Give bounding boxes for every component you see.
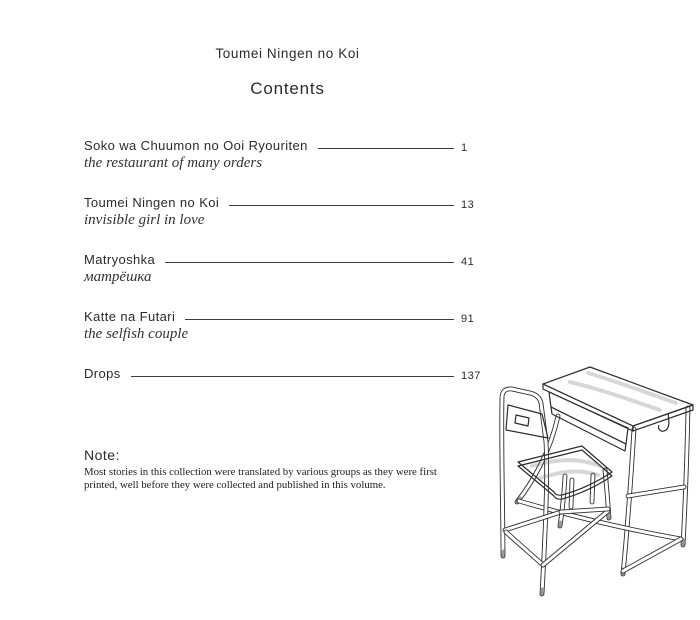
chair-backrest-label xyxy=(515,415,529,426)
leader-line xyxy=(165,262,454,263)
chapter-title: Drops xyxy=(84,366,121,381)
chapter-subtitle: the restaurant of many orders xyxy=(84,155,263,171)
desk-side-bar xyxy=(628,487,684,496)
leader-line xyxy=(185,319,454,320)
chapter-title: Matryoshka xyxy=(84,252,156,267)
chapter-subtitle: the selfish couple xyxy=(84,326,189,342)
toc-entry xyxy=(84,365,491,381)
contents-heading: Contents xyxy=(250,79,325,98)
table-of-contents xyxy=(84,137,491,402)
chapter-title: Katte na Futari xyxy=(84,309,176,324)
desk-top-edge-right xyxy=(633,405,693,431)
page-number: 1 xyxy=(461,142,468,154)
page-number: 137 xyxy=(461,370,481,382)
note-body: Most stories in this collection were translated by various groups as they were first printed, well before they were collected and published in this volume. xyxy=(84,466,437,491)
translator-note xyxy=(84,447,440,492)
toc-entry xyxy=(84,251,491,287)
desk-leg-right-rear xyxy=(683,408,688,545)
chapter-title: Toumei Ningen no Koi xyxy=(84,195,220,210)
chair-stretchers xyxy=(505,509,608,565)
toc-entry xyxy=(84,308,491,344)
page-number: 41 xyxy=(461,256,475,268)
chapter-subtitle: invisible girl in love xyxy=(84,212,205,228)
leader-line xyxy=(318,148,454,149)
page-number: 91 xyxy=(461,313,475,325)
toc-entry xyxy=(84,194,491,230)
page-number: 13 xyxy=(461,199,475,211)
chapter-subtitle: матрёшка xyxy=(84,269,152,285)
leader-line xyxy=(131,376,454,377)
leader-line xyxy=(229,205,454,206)
desk-leg-left-front xyxy=(517,416,558,502)
chapter-title: Soko wa Chuumon no Ooi Ryouriten xyxy=(84,138,308,153)
school-desk-and-chair-illustration xyxy=(470,358,700,620)
book-title: Toumei Ningen no Koi xyxy=(215,46,360,61)
toc-entry xyxy=(84,137,491,173)
desk-top-shading xyxy=(570,382,660,410)
note-heading: Note: xyxy=(84,447,120,463)
desk-shelf-lip xyxy=(551,407,626,451)
